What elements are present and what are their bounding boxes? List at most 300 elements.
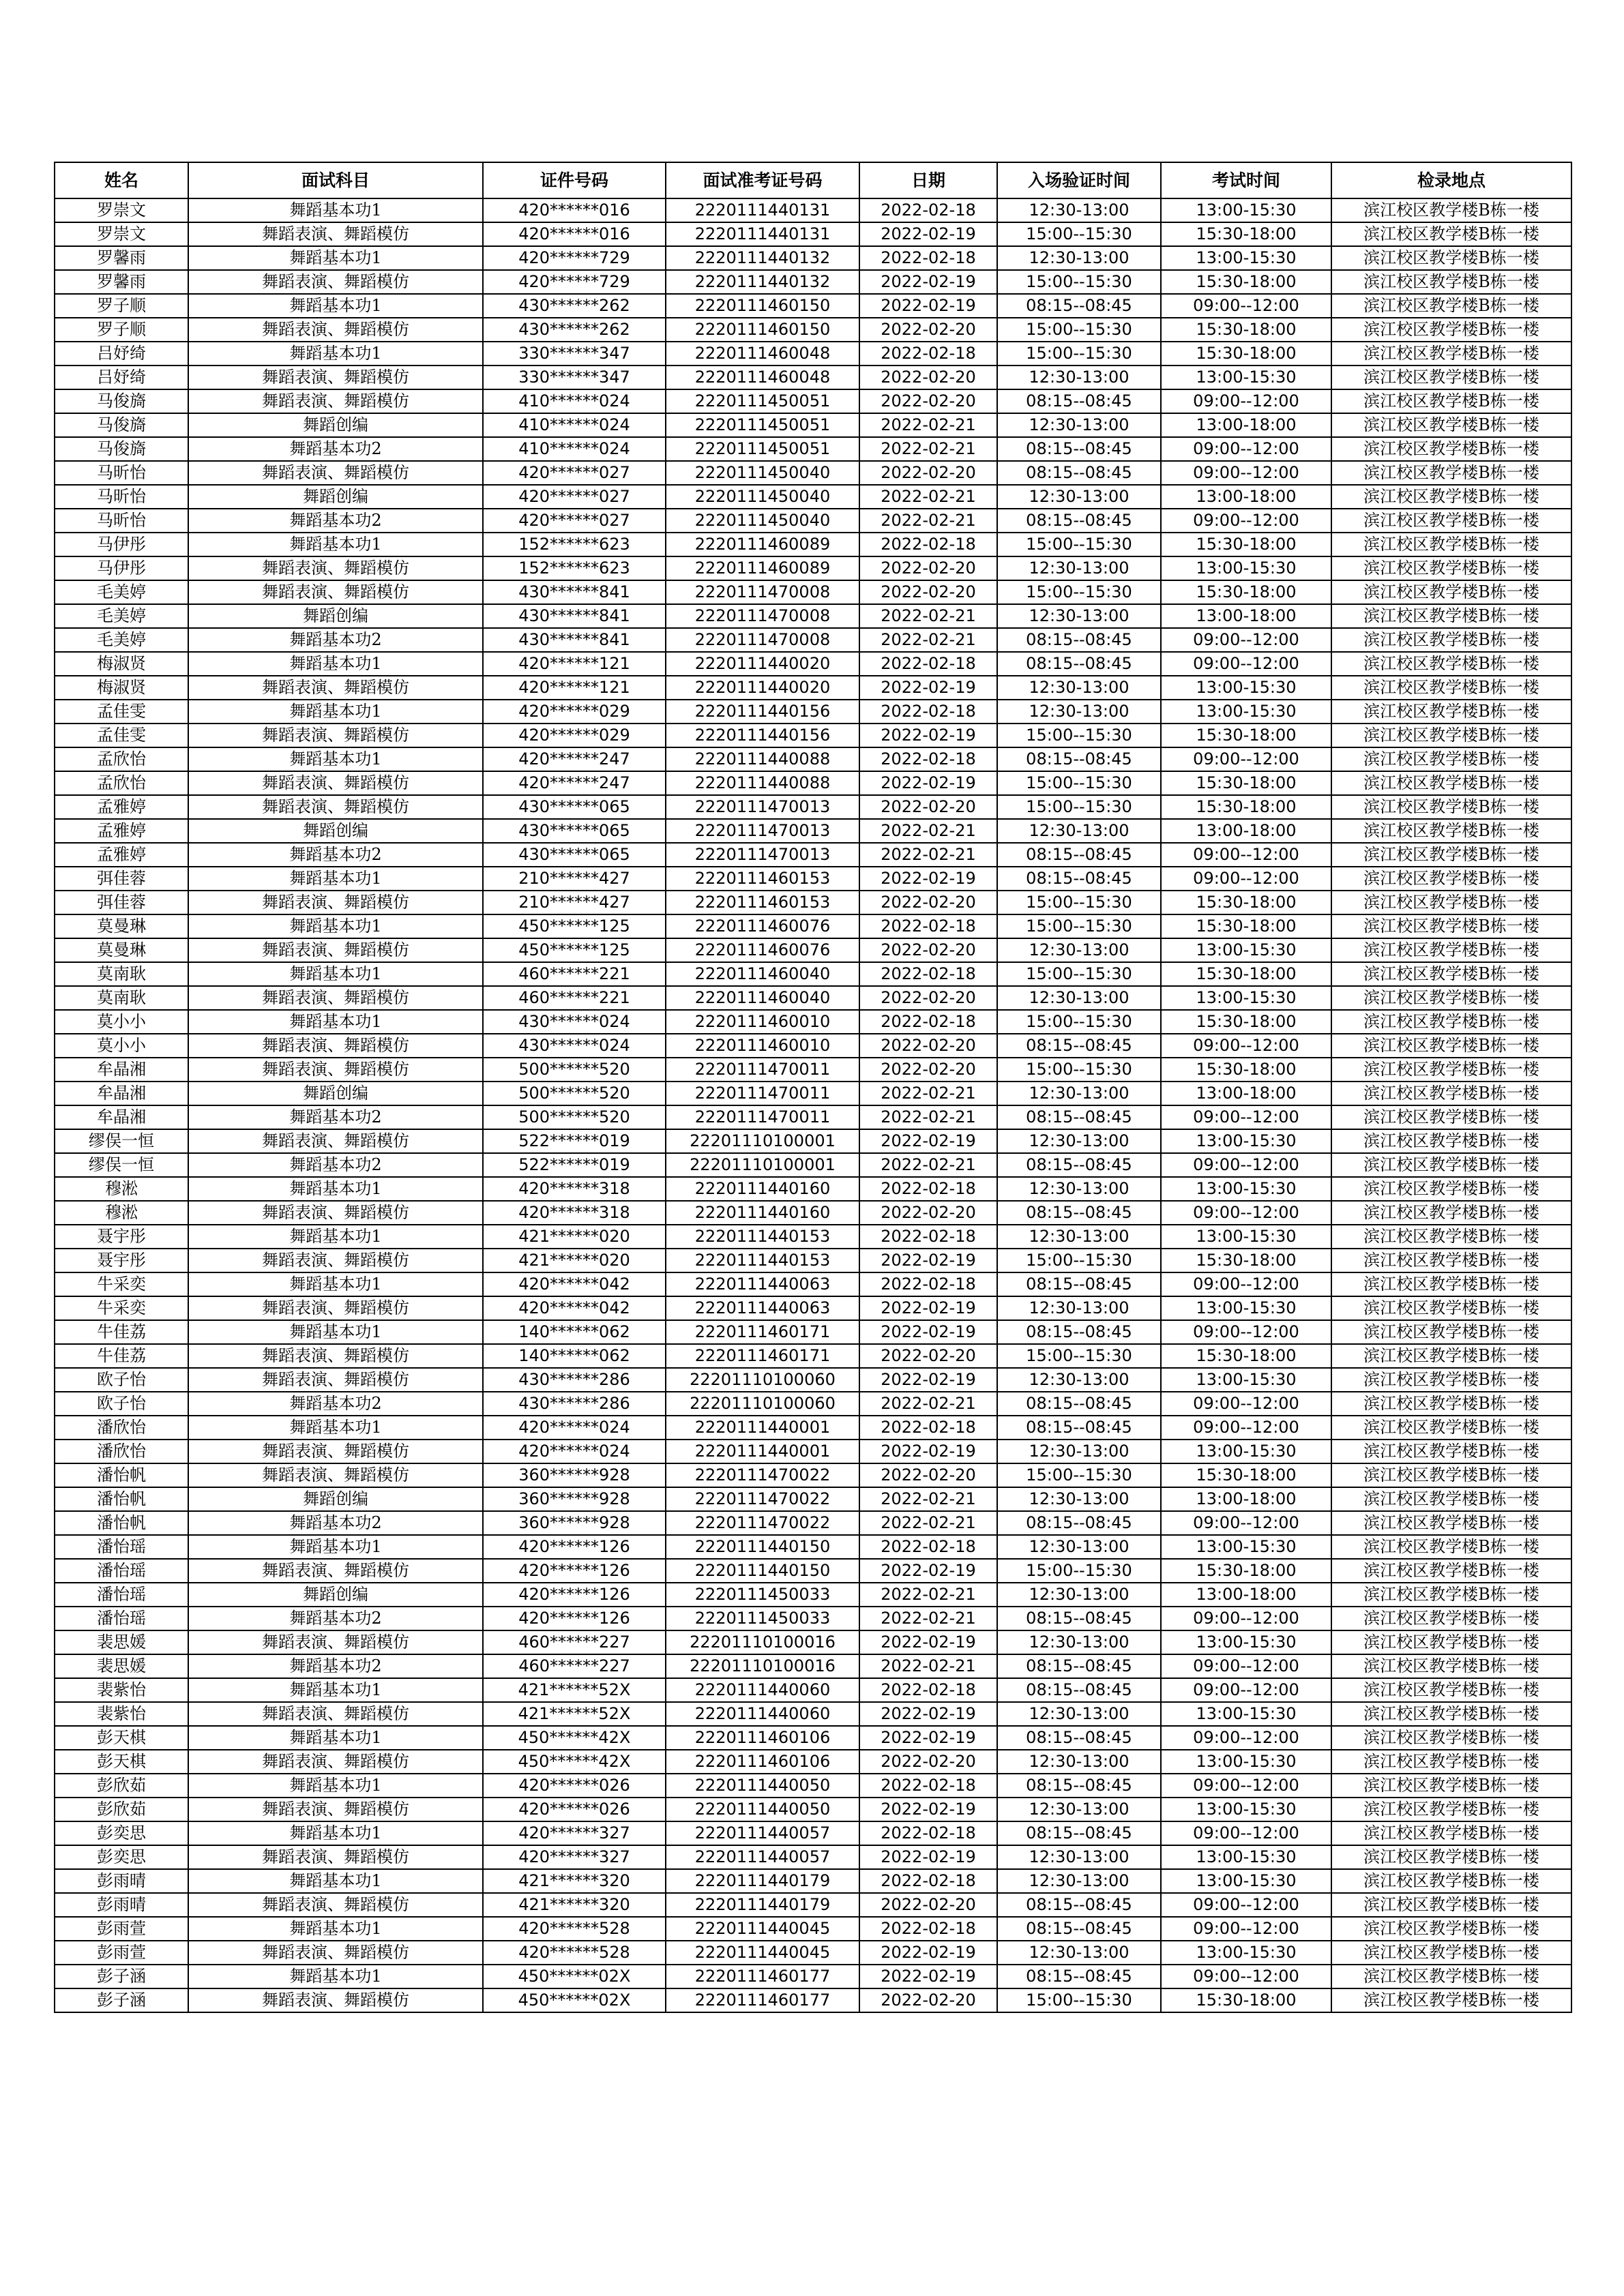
cell-id-number: 460******227	[483, 1654, 666, 1678]
cell-name: 聂宇彤	[55, 1225, 188, 1249]
cell-entry-time: 08:15--08:45	[997, 461, 1161, 485]
cell-date: 2022-02-18	[859, 1225, 997, 1249]
cell-exam-time: 09:00--12:00	[1161, 509, 1331, 533]
cell-date: 2022-02-21	[859, 509, 997, 533]
cell-id-number: 420******729	[483, 270, 666, 294]
cell-name: 聂宇彤	[55, 1249, 188, 1272]
table-row	[55, 1511, 1571, 1535]
cell-entry-time: 08:15--08:45	[997, 1821, 1161, 1845]
table-row	[55, 1988, 1571, 2012]
cell-name: 莫南耿	[55, 986, 188, 1010]
cell-subject: 舞蹈基本功1	[188, 198, 483, 222]
cell-admission-number: 2220111440057	[666, 1845, 859, 1869]
cell-exam-time: 15:30-18:00	[1161, 1249, 1331, 1272]
cell-date: 2022-02-19	[859, 270, 997, 294]
table-row	[55, 509, 1571, 533]
cell-admission-number: 22201110100016	[666, 1654, 859, 1678]
cell-name: 裴紫怡	[55, 1702, 188, 1726]
cell-subject: 舞蹈创编	[188, 819, 483, 843]
cell-checkin-location: 滨江校区教学楼B栋一楼	[1331, 1487, 1571, 1511]
cell-id-number: 430******065	[483, 819, 666, 843]
cell-id-number: 420******729	[483, 246, 666, 270]
cell-checkin-location: 滨江校区教学楼B栋一楼	[1331, 962, 1571, 986]
cell-name: 马俊旖	[55, 413, 188, 437]
cell-exam-time: 09:00--12:00	[1161, 1392, 1331, 1416]
cell-exam-time: 09:00--12:00	[1161, 1726, 1331, 1750]
cell-subject: 舞蹈表演、舞蹈模仿	[188, 1845, 483, 1869]
cell-name: 罗子顺	[55, 294, 188, 318]
table-row	[55, 342, 1571, 366]
cell-entry-time: 15:00--15:30	[997, 724, 1161, 747]
cell-name: 牛采奕	[55, 1296, 188, 1320]
cell-id-number: 420******029	[483, 724, 666, 747]
cell-date: 2022-02-20	[859, 1463, 997, 1487]
header-checkin-location: 检录地点	[1331, 162, 1571, 198]
cell-name: 彭天棋	[55, 1750, 188, 1774]
cell-checkin-location: 滨江校区教学楼B栋一楼	[1331, 938, 1571, 962]
cell-exam-time: 09:00--12:00	[1161, 1774, 1331, 1798]
cell-checkin-location: 滨江校区教学楼B栋一楼	[1331, 1798, 1571, 1821]
cell-id-number: 421******52X	[483, 1678, 666, 1702]
cell-checkin-location: 滨江校区教学楼B栋一楼	[1331, 1678, 1571, 1702]
cell-checkin-location: 滨江校区教学楼B栋一楼	[1331, 556, 1571, 580]
cell-checkin-location: 滨江校区教学楼B栋一楼	[1331, 1225, 1571, 1249]
cell-id-number: 430******262	[483, 294, 666, 318]
cell-exam-time: 13:00-15:30	[1161, 1368, 1331, 1392]
cell-admission-number: 2220111470011	[666, 1105, 859, 1129]
table-row	[55, 962, 1571, 986]
cell-exam-time: 15:30-18:00	[1161, 342, 1331, 366]
cell-exam-time: 13:00-18:00	[1161, 1487, 1331, 1511]
cell-entry-time: 12:30-13:00	[997, 1798, 1161, 1821]
cell-entry-time: 15:00--15:30	[997, 1249, 1161, 1272]
cell-checkin-location: 滨江校区教学楼B栋一楼	[1331, 1416, 1571, 1440]
cell-date: 2022-02-19	[859, 1320, 997, 1344]
cell-id-number: 522******019	[483, 1153, 666, 1177]
cell-date: 2022-02-20	[859, 580, 997, 604]
cell-subject: 舞蹈表演、舞蹈模仿	[188, 1798, 483, 1821]
cell-subject: 舞蹈创编	[188, 1487, 483, 1511]
cell-checkin-location: 滨江校区教学楼B栋一楼	[1331, 1511, 1571, 1535]
cell-entry-time: 08:15--08:45	[997, 1392, 1161, 1416]
cell-admission-number: 2220111440063	[666, 1296, 859, 1320]
cell-id-number: 421******52X	[483, 1702, 666, 1726]
cell-exam-time: 09:00--12:00	[1161, 1654, 1331, 1678]
table-row	[55, 1821, 1571, 1845]
cell-id-number: 360******928	[483, 1487, 666, 1511]
cell-entry-time: 08:15--08:45	[997, 628, 1161, 652]
cell-exam-time: 13:00-15:30	[1161, 1750, 1331, 1774]
cell-subject: 舞蹈基本功1	[188, 1535, 483, 1559]
cell-checkin-location: 滨江校区教学楼B栋一楼	[1331, 437, 1571, 461]
table-row	[55, 1368, 1571, 1392]
cell-admission-number: 2220111440131	[666, 198, 859, 222]
cell-id-number: 430******841	[483, 580, 666, 604]
cell-name: 欧子怡	[55, 1368, 188, 1392]
cell-date: 2022-02-19	[859, 1798, 997, 1821]
cell-admission-number: 2220111460171	[666, 1320, 859, 1344]
cell-id-number: 360******928	[483, 1463, 666, 1487]
cell-exam-time: 09:00--12:00	[1161, 628, 1331, 652]
table-row	[55, 1463, 1571, 1487]
header-entry-time: 入场验证时间	[997, 162, 1161, 198]
cell-subject: 舞蹈表演、舞蹈模仿	[188, 1296, 483, 1320]
cell-exam-time: 09:00--12:00	[1161, 389, 1331, 413]
cell-exam-time: 15:30-18:00	[1161, 222, 1331, 246]
cell-entry-time: 08:15--08:45	[997, 1105, 1161, 1129]
cell-name: 罗馨雨	[55, 270, 188, 294]
cell-subject: 舞蹈基本功1	[188, 1416, 483, 1440]
table-row	[55, 1750, 1571, 1774]
cell-subject: 舞蹈表演、舞蹈模仿	[188, 366, 483, 389]
header-exam-time: 考试时间	[1161, 162, 1331, 198]
cell-id-number: 330******347	[483, 366, 666, 389]
cell-exam-time: 09:00--12:00	[1161, 867, 1331, 891]
cell-date: 2022-02-21	[859, 1583, 997, 1607]
cell-entry-time: 15:00--15:30	[997, 1559, 1161, 1583]
table-row	[55, 1702, 1571, 1726]
cell-admission-number: 2220111460040	[666, 986, 859, 1010]
cell-checkin-location: 滨江校区教学楼B栋一楼	[1331, 1702, 1571, 1726]
header-id-number: 证件号码	[483, 162, 666, 198]
cell-admission-number: 2220111460010	[666, 1010, 859, 1034]
cell-admission-number: 2220111470022	[666, 1463, 859, 1487]
cell-date: 2022-02-21	[859, 1607, 997, 1630]
table-row	[55, 628, 1571, 652]
table-row	[55, 1607, 1571, 1630]
cell-checkin-location: 滨江校区教学楼B栋一楼	[1331, 771, 1571, 795]
cell-entry-time: 12:30-13:00	[997, 366, 1161, 389]
cell-name: 潘怡瑶	[55, 1607, 188, 1630]
table-row	[55, 222, 1571, 246]
cell-exam-time: 13:00-18:00	[1161, 1082, 1331, 1105]
cell-entry-time: 12:30-13:00	[997, 1941, 1161, 1965]
cell-admission-number: 2220111440150	[666, 1535, 859, 1559]
cell-date: 2022-02-21	[859, 819, 997, 843]
cell-admission-number: 2220111460153	[666, 891, 859, 914]
cell-admission-number: 2220111440156	[666, 724, 859, 747]
cell-subject: 舞蹈表演、舞蹈模仿	[188, 771, 483, 795]
cell-id-number: 430******262	[483, 318, 666, 342]
cell-checkin-location: 滨江校区教学楼B栋一楼	[1331, 867, 1571, 891]
cell-name: 莫南耿	[55, 962, 188, 986]
cell-name: 孟雅婷	[55, 843, 188, 867]
table-row	[55, 437, 1571, 461]
cell-checkin-location: 滨江校区教学楼B栋一楼	[1331, 461, 1571, 485]
cell-admission-number: 2220111440160	[666, 1201, 859, 1225]
cell-subject: 舞蹈表演、舞蹈模仿	[188, 318, 483, 342]
cell-exam-time: 09:00--12:00	[1161, 843, 1331, 867]
cell-checkin-location: 滨江校区教学楼B栋一楼	[1331, 604, 1571, 628]
cell-checkin-location: 滨江校区教学楼B栋一楼	[1331, 843, 1571, 867]
table-row	[55, 1034, 1571, 1058]
cell-subject: 舞蹈表演、舞蹈模仿	[188, 461, 483, 485]
cell-admission-number: 2220111450051	[666, 413, 859, 437]
cell-admission-number: 2220111440001	[666, 1416, 859, 1440]
cell-entry-time: 12:30-13:00	[997, 1487, 1161, 1511]
table-row	[55, 1129, 1571, 1153]
cell-name: 孟欣怡	[55, 747, 188, 771]
cell-entry-time: 08:15--08:45	[997, 1774, 1161, 1798]
cell-id-number: 450******42X	[483, 1750, 666, 1774]
cell-date: 2022-02-20	[859, 389, 997, 413]
cell-id-number: 421******020	[483, 1249, 666, 1272]
cell-entry-time: 12:30-13:00	[997, 485, 1161, 509]
cell-admission-number: 2220111440156	[666, 700, 859, 724]
cell-entry-time: 12:30-13:00	[997, 1129, 1161, 1153]
cell-checkin-location: 滨江校区教学楼B栋一楼	[1331, 1129, 1571, 1153]
cell-id-number: 420******126	[483, 1607, 666, 1630]
table-row	[55, 1654, 1571, 1678]
cell-name: 彭子涵	[55, 1988, 188, 2012]
cell-entry-time: 08:15--08:45	[997, 1320, 1161, 1344]
cell-id-number: 450******125	[483, 914, 666, 938]
cell-date: 2022-02-18	[859, 1821, 997, 1845]
cell-admission-number: 22201110100016	[666, 1630, 859, 1654]
cell-subject: 舞蹈基本功1	[188, 1177, 483, 1201]
table-row	[55, 270, 1571, 294]
cell-checkin-location: 滨江校区教学楼B栋一楼	[1331, 1774, 1571, 1798]
cell-entry-time: 08:15--08:45	[997, 1416, 1161, 1440]
cell-entry-time: 08:15--08:45	[997, 747, 1161, 771]
cell-name: 马俊旖	[55, 437, 188, 461]
cell-admission-number: 22201110100001	[666, 1153, 859, 1177]
cell-name: 彭奕思	[55, 1821, 188, 1845]
cell-checkin-location: 滨江校区教学楼B栋一楼	[1331, 533, 1571, 556]
cell-checkin-location: 滨江校区教学楼B栋一楼	[1331, 1630, 1571, 1654]
cell-date: 2022-02-21	[859, 437, 997, 461]
cell-entry-time: 08:15--08:45	[997, 437, 1161, 461]
cell-date: 2022-02-20	[859, 366, 997, 389]
cell-exam-time: 13:00-15:30	[1161, 1440, 1331, 1463]
cell-date: 2022-02-18	[859, 747, 997, 771]
cell-id-number: 430******065	[483, 843, 666, 867]
cell-subject: 舞蹈表演、舞蹈模仿	[188, 986, 483, 1010]
cell-checkin-location: 滨江校区教学楼B栋一楼	[1331, 342, 1571, 366]
cell-id-number: 420******126	[483, 1535, 666, 1559]
cell-admission-number: 2220111440045	[666, 1917, 859, 1941]
cell-name: 穆淞	[55, 1177, 188, 1201]
cell-id-number: 430******024	[483, 1010, 666, 1034]
cell-entry-time: 12:30-13:00	[997, 1845, 1161, 1869]
table-row	[55, 1630, 1571, 1654]
cell-admission-number: 2220111470011	[666, 1082, 859, 1105]
cell-admission-number: 2220111470013	[666, 843, 859, 867]
cell-subject: 舞蹈表演、舞蹈模仿	[188, 676, 483, 700]
cell-date: 2022-02-18	[859, 533, 997, 556]
cell-id-number: 430******065	[483, 795, 666, 819]
cell-name: 潘怡帆	[55, 1487, 188, 1511]
cell-date: 2022-02-21	[859, 1082, 997, 1105]
cell-subject: 舞蹈基本功1	[188, 1869, 483, 1893]
cell-subject: 舞蹈基本功2	[188, 1607, 483, 1630]
cell-entry-time: 08:15--08:45	[997, 1153, 1161, 1177]
cell-id-number: 450******125	[483, 938, 666, 962]
cell-admission-number: 2220111460171	[666, 1344, 859, 1368]
cell-exam-time: 13:00-15:30	[1161, 1535, 1331, 1559]
cell-subject: 舞蹈表演、舞蹈模仿	[188, 1630, 483, 1654]
cell-entry-time: 12:30-13:00	[997, 1440, 1161, 1463]
table-row	[55, 724, 1571, 747]
cell-checkin-location: 滨江校区教学楼B栋一楼	[1331, 676, 1571, 700]
cell-date: 2022-02-18	[859, 652, 997, 676]
table-row	[55, 867, 1571, 891]
cell-date: 2022-02-21	[859, 1153, 997, 1177]
cell-checkin-location: 滨江校区教学楼B栋一楼	[1331, 294, 1571, 318]
cell-exam-time: 13:00-15:30	[1161, 366, 1331, 389]
cell-admission-number: 2220111440132	[666, 246, 859, 270]
cell-exam-time: 09:00--12:00	[1161, 1272, 1331, 1296]
cell-subject: 舞蹈表演、舞蹈模仿	[188, 891, 483, 914]
cell-admission-number: 2220111440153	[666, 1249, 859, 1272]
cell-subject: 舞蹈表演、舞蹈模仿	[188, 795, 483, 819]
table-row	[55, 461, 1571, 485]
cell-entry-time: 08:15--08:45	[997, 1511, 1161, 1535]
cell-name: 潘怡帆	[55, 1511, 188, 1535]
cell-exam-time: 09:00--12:00	[1161, 652, 1331, 676]
cell-id-number: 420******247	[483, 771, 666, 795]
cell-checkin-location: 滨江校区教学楼B栋一楼	[1331, 1607, 1571, 1630]
cell-name: 裴思媛	[55, 1630, 188, 1654]
cell-exam-time: 13:00-15:30	[1161, 1845, 1331, 1869]
cell-checkin-location: 滨江校区教学楼B栋一楼	[1331, 1010, 1571, 1034]
cell-entry-time: 12:30-13:00	[997, 1296, 1161, 1320]
cell-entry-time: 12:30-13:00	[997, 604, 1161, 628]
cell-id-number: 450******02X	[483, 1965, 666, 1988]
cell-checkin-location: 滨江校区教学楼B栋一楼	[1331, 1440, 1571, 1463]
table-header-row	[55, 162, 1571, 198]
cell-checkin-location: 滨江校区教学楼B栋一楼	[1331, 1320, 1571, 1344]
table-row	[55, 747, 1571, 771]
cell-admission-number: 2220111460048	[666, 366, 859, 389]
cell-exam-time: 15:30-18:00	[1161, 580, 1331, 604]
cell-entry-time: 15:00--15:30	[997, 795, 1161, 819]
table-row	[55, 1869, 1571, 1893]
cell-name: 毛美婷	[55, 604, 188, 628]
cell-checkin-location: 滨江校区教学楼B栋一楼	[1331, 485, 1571, 509]
cell-exam-time: 13:00-15:30	[1161, 246, 1331, 270]
cell-date: 2022-02-20	[859, 891, 997, 914]
cell-id-number: 420******126	[483, 1583, 666, 1607]
cell-entry-time: 12:30-13:00	[997, 1225, 1161, 1249]
cell-name: 牛佳荔	[55, 1344, 188, 1368]
cell-exam-time: 13:00-15:30	[1161, 1225, 1331, 1249]
cell-subject: 舞蹈基本功1	[188, 1010, 483, 1034]
table-row	[55, 1201, 1571, 1225]
table-row	[55, 1798, 1571, 1821]
cell-id-number: 330******347	[483, 342, 666, 366]
cell-date: 2022-02-19	[859, 1440, 997, 1463]
cell-name: 弭佳蓉	[55, 891, 188, 914]
cell-checkin-location: 滨江校区教学楼B栋一楼	[1331, 1654, 1571, 1678]
cell-id-number: 450******02X	[483, 1988, 666, 2012]
cell-subject: 舞蹈创编	[188, 1082, 483, 1105]
cell-date: 2022-02-20	[859, 986, 997, 1010]
cell-subject: 舞蹈创编	[188, 413, 483, 437]
cell-admission-number: 2220111470008	[666, 604, 859, 628]
cell-checkin-location: 滨江校区教学楼B栋一楼	[1331, 1965, 1571, 1988]
cell-checkin-location: 滨江校区教学楼B栋一楼	[1331, 1201, 1571, 1225]
cell-subject: 舞蹈创编	[188, 604, 483, 628]
cell-exam-time: 09:00--12:00	[1161, 1201, 1331, 1225]
cell-entry-time: 15:00--15:30	[997, 962, 1161, 986]
cell-admission-number: 2220111470013	[666, 795, 859, 819]
cell-exam-time: 15:30-18:00	[1161, 1058, 1331, 1082]
cell-id-number: 420******126	[483, 1559, 666, 1583]
cell-checkin-location: 滨江校区教学楼B栋一楼	[1331, 1726, 1571, 1750]
cell-checkin-location: 滨江校区教学楼B栋一楼	[1331, 1893, 1571, 1917]
cell-checkin-location: 滨江校区教学楼B栋一楼	[1331, 1845, 1571, 1869]
cell-exam-time: 15:30-18:00	[1161, 914, 1331, 938]
cell-entry-time: 15:00--15:30	[997, 891, 1161, 914]
cell-id-number: 140******062	[483, 1344, 666, 1368]
cell-exam-time: 13:00-18:00	[1161, 1583, 1331, 1607]
cell-checkin-location: 滨江校区教学楼B栋一楼	[1331, 222, 1571, 246]
cell-id-number: 420******318	[483, 1177, 666, 1201]
cell-admission-number: 2220111460177	[666, 1988, 859, 2012]
cell-id-number: 420******042	[483, 1272, 666, 1296]
cell-exam-time: 09:00--12:00	[1161, 1153, 1331, 1177]
cell-admission-number: 2220111440150	[666, 1559, 859, 1583]
cell-exam-time: 13:00-15:30	[1161, 556, 1331, 580]
cell-date: 2022-02-19	[859, 1965, 997, 1988]
cell-date: 2022-02-18	[859, 914, 997, 938]
cell-date: 2022-02-19	[859, 1941, 997, 1965]
cell-exam-time: 15:30-18:00	[1161, 270, 1331, 294]
cell-date: 2022-02-21	[859, 1511, 997, 1535]
cell-date: 2022-02-19	[859, 1702, 997, 1726]
cell-exam-time: 13:00-18:00	[1161, 485, 1331, 509]
cell-date: 2022-02-19	[859, 1726, 997, 1750]
cell-checkin-location: 滨江校区教学楼B栋一楼	[1331, 1869, 1571, 1893]
cell-id-number: 420******121	[483, 652, 666, 676]
cell-date: 2022-02-21	[859, 604, 997, 628]
cell-date: 2022-02-21	[859, 413, 997, 437]
cell-date: 2022-02-19	[859, 1845, 997, 1869]
cell-id-number: 460******221	[483, 962, 666, 986]
table-row	[55, 1487, 1571, 1511]
cell-date: 2022-02-19	[859, 1630, 997, 1654]
cell-subject: 舞蹈基本功1	[188, 1917, 483, 1941]
cell-admission-number: 22201110100060	[666, 1368, 859, 1392]
cell-id-number: 421******320	[483, 1869, 666, 1893]
cell-name: 莫小小	[55, 1034, 188, 1058]
cell-entry-time: 15:00--15:30	[997, 580, 1161, 604]
header-name: 姓名	[55, 162, 188, 198]
cell-name: 裴紫怡	[55, 1678, 188, 1702]
table-row	[55, 1249, 1571, 1272]
cell-name: 彭子涵	[55, 1965, 188, 1988]
cell-date: 2022-02-21	[859, 1654, 997, 1678]
cell-id-number: 420******024	[483, 1440, 666, 1463]
cell-subject: 舞蹈基本功2	[188, 1105, 483, 1129]
cell-exam-time: 09:00--12:00	[1161, 1678, 1331, 1702]
cell-subject: 舞蹈表演、舞蹈模仿	[188, 1941, 483, 1965]
cell-checkin-location: 滨江校区教学楼B栋一楼	[1331, 986, 1571, 1010]
table-row	[55, 1416, 1571, 1440]
cell-date: 2022-02-18	[859, 246, 997, 270]
cell-checkin-location: 滨江校区教学楼B栋一楼	[1331, 366, 1571, 389]
cell-exam-time: 13:00-15:30	[1161, 986, 1331, 1010]
cell-admission-number: 2220111460153	[666, 867, 859, 891]
cell-exam-time: 13:00-15:30	[1161, 1869, 1331, 1893]
table-row	[55, 986, 1571, 1010]
cell-date: 2022-02-18	[859, 198, 997, 222]
cell-entry-time: 12:30-13:00	[997, 676, 1161, 700]
cell-checkin-location: 滨江校区教学楼B栋一楼	[1331, 1941, 1571, 1965]
cell-date: 2022-02-20	[859, 1034, 997, 1058]
cell-date: 2022-02-18	[859, 700, 997, 724]
